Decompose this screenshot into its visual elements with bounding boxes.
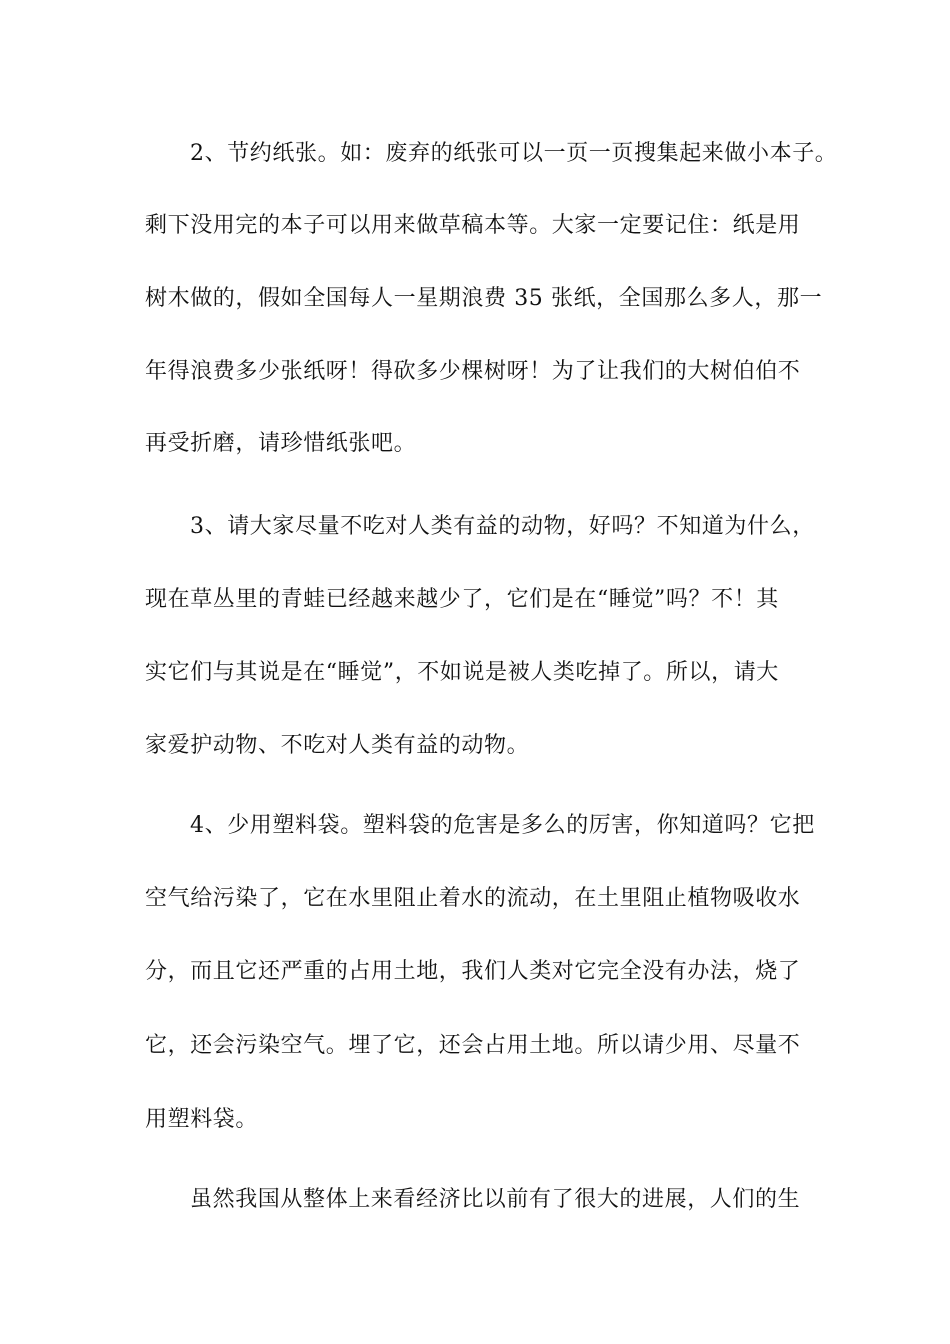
paragraph-4-line-1: 4、少用塑料袋。塑料袋的危害是多么的厉害，你知道吗？它把: [190, 813, 815, 838]
paragraph-2-line-1: 2、节约纸张。如：废弃的纸张可以一页一页搜集起来做小本子。: [190, 141, 838, 166]
paragraph-5-line-1: 虽然我国从整体上来看经济比以前有了很大的进展，人们的生: [190, 1187, 801, 1212]
paragraph-4-line-3: 分，而且它还严重的占用土地，我们人类对它完全没有办法，烧了: [145, 959, 801, 984]
paragraph-4-line-2: 空气给污染了，它在水里阻止着水的流动，在土里阻止植物吸收水: [145, 886, 801, 911]
paragraph-2-line-3: 树木做的，假如全国每人一星期浪费 35 张纸，全国那么多人，那一: [145, 286, 823, 311]
paragraph-2-line-2: 剩下没用完的本子可以用来做草稿本等。大家一定要记住：纸是用: [145, 213, 801, 238]
paragraph-3-line-4: 家爱护动物、不吃对人类有益的动物。: [145, 733, 530, 758]
paragraph-3-line-2: 现在草丛里的青蛙已经越来越少了，它们是在“睡觉”吗？不！其: [145, 587, 779, 612]
paragraph-3-line-1: 3、请大家尽量不吃对人类有益的动物，好吗？不知道为什么，: [190, 514, 815, 539]
paragraph-3-line-3: 实它们与其说是在“睡觉”，不如说是被人类吃掉了。所以，请大: [145, 660, 779, 685]
paragraph-4-line-4: 它，还会污染空气。埋了它，还会占用土地。所以请少用、尽量不: [145, 1033, 801, 1058]
paragraph-2-line-5: 再受折磨，请珍惜纸张吧。: [145, 431, 417, 456]
paragraph-2-line-4: 年得浪费多少张纸呀！得砍多少棵树呀！为了让我们的大树伯伯不: [145, 359, 801, 384]
paragraph-4-line-5: 用塑料袋。: [145, 1107, 259, 1132]
